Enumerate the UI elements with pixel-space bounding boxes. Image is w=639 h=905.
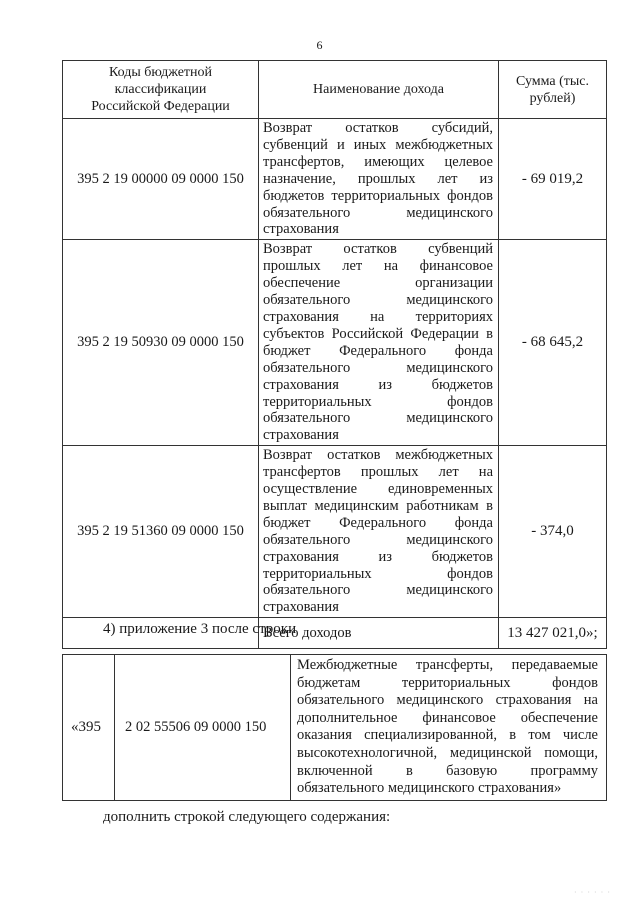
row-amount: - 68 645,2 [499, 240, 607, 446]
appendix-table [62, 654, 607, 801]
table-row [63, 655, 607, 801]
row-name: Возврат остатков межбюджетных трансфертов прошлых лет на осуществление единовременных выплат медицинским работникам в бюджет Федерального фонда обязательного медицинского страхования из бюджетов территориальных фондов обязательного медицинского страхования [259, 446, 499, 618]
paragraph-appendix: 4) приложение 3 после строки [103, 621, 297, 637]
header-name: Наименование дохода [259, 61, 499, 119]
row-chapter: «395 [63, 655, 115, 801]
paragraph-supplement: дополнить строкой следующего содержания: [103, 809, 391, 825]
row-code: 395 2 19 51360 09 0000 150 [63, 446, 259, 618]
footer-mark: · · · · · · [574, 888, 611, 897]
row-name: Возврат остатков субсидий, субвенций и иных межбюджетных трансфертов, имеющих целевое назначение, прошлых лет из бюджетов территориальных фондов обязательного медицинского страхования [259, 119, 499, 240]
row-code: 2 02 55506 09 0000 150 [115, 655, 291, 801]
table-row [63, 240, 607, 446]
row-code: 395 2 19 00000 09 0000 150 [63, 119, 259, 240]
total-label: Всего доходов [259, 618, 499, 649]
row-name: Возврат остатков субвенций прошлых лет на финансовое обеспечение организации обязательного медицинского страхования на территориях субъектов Российской Федерации в бюджет Федерального фонда обязательного медицинского страхования из бюджетов территориальных фондов обязательного медицинского страхования [259, 240, 499, 446]
page-number: 6 [316, 38, 323, 52]
table-row [63, 119, 607, 240]
total-amount: 13 427 021,0»; [499, 618, 607, 649]
income-table [62, 60, 607, 649]
table-header-row [63, 61, 607, 119]
table-row [63, 446, 607, 618]
row-name: Межбюджетные трансферты, передаваемые бюджетам территориальных фондов обязательного медицинского страхования на дополнительное финансовое обеспечение оказания специализированной, в том числе высокотехнологичной, медицинской помощи, включенной в базовую программу обязательного медицинского страхования» [291, 655, 607, 801]
row-amount: - 374,0 [499, 446, 607, 618]
header-amount: Сумма (тыс. рублей) [499, 61, 607, 119]
header-codes: Коды бюджетной классификации Российской Федерации [63, 61, 259, 119]
row-amount: - 69 019,2 [499, 119, 607, 240]
row-code: 395 2 19 50930 09 0000 150 [63, 240, 259, 446]
